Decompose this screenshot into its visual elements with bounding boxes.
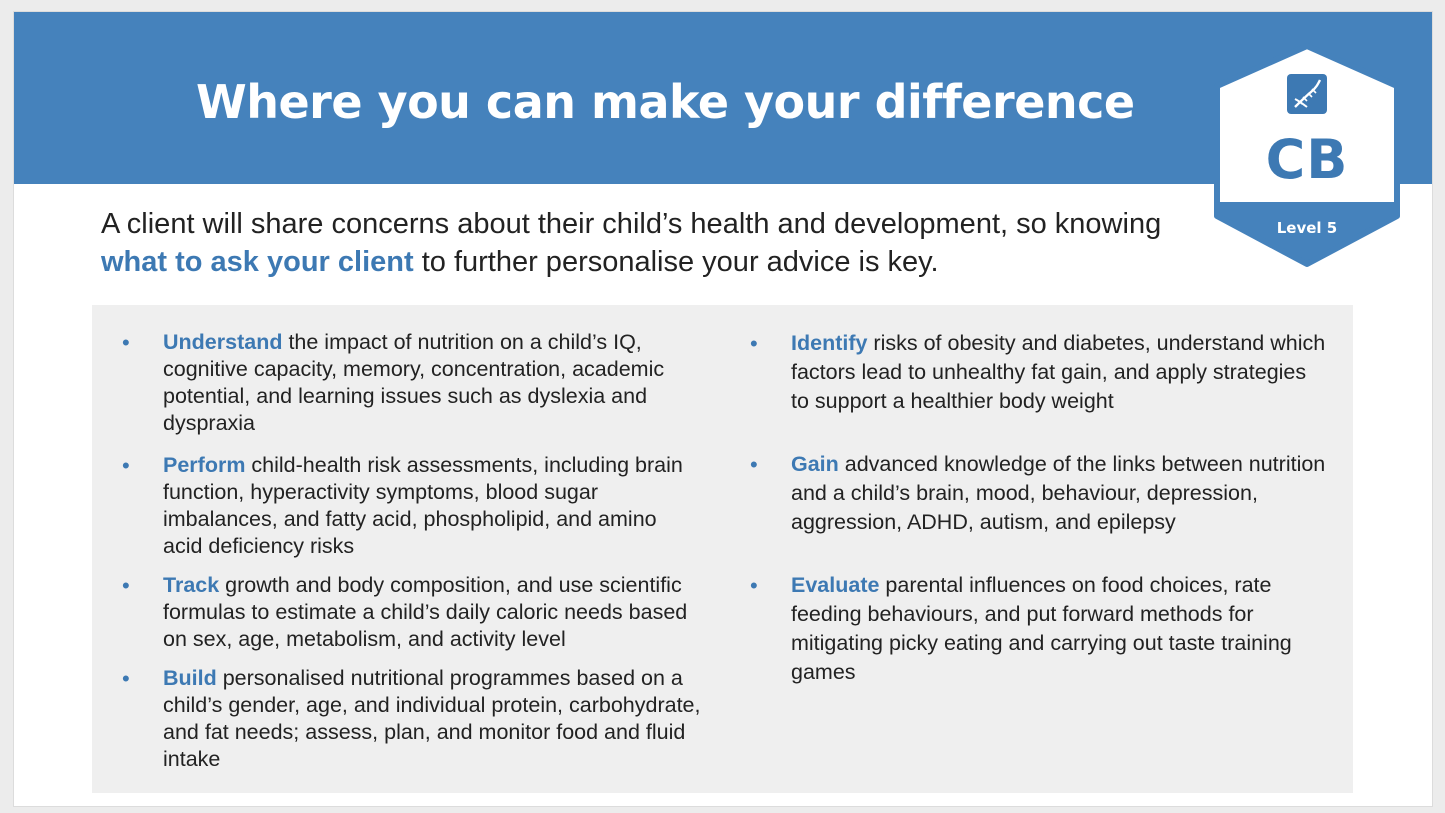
item-text: personalised nutritional programmes based on a child’s gender, age, and individual protein, carbohydrate, and fat needs; assess, plan, and monitor food and fluid intake <box>163 666 701 771</box>
slide <box>13 11 1433 807</box>
item-text: risks of obesity and diabetes, understand which factors lead to unhealthy fat gain, and apply strategies to support a healthier body weight <box>791 331 1326 413</box>
item-text: child-health risk assessments, including brain function, hyperactivity symptoms, blood sugar imbalances, and fatty acid, phospholipid, and amino acid deficiency risks <box>163 453 683 558</box>
bullet-icon: • <box>122 330 130 355</box>
bullet-icon: • <box>750 573 758 598</box>
bullet-list-right <box>750 329 1330 721</box>
badge-code: CB <box>1265 128 1349 191</box>
list-item <box>750 329 1330 416</box>
intro-after: to further personalise your advice is key. <box>413 246 939 278</box>
badge-level: Level 5 <box>1276 219 1338 237</box>
bullet-icon: • <box>122 573 130 598</box>
item-keyword: Understand <box>163 330 283 354</box>
bullet-icon: • <box>750 331 758 356</box>
list-item <box>122 665 702 773</box>
bullets-panel <box>92 305 1353 793</box>
intro-highlight: what to ask your client <box>101 246 414 278</box>
list-item <box>750 571 1330 687</box>
list-item <box>122 329 702 437</box>
intro-text <box>101 205 1191 281</box>
item-text: the impact of nutrition on a child’s IQ, cognitive capacity, memory, concentration, academic potential, and learning issues such as dyslexia and dyspraxia <box>163 330 665 435</box>
list-item <box>750 450 1330 537</box>
item-keyword: Perform <box>163 453 246 477</box>
item-keyword: Identify <box>791 331 868 355</box>
bullet-icon: • <box>750 452 758 477</box>
intro-before: A client will share concerns about their child’s health and development, so knowing <box>101 208 1162 240</box>
item-text: growth and body composition, and use scientific formulas to estimate a child’s daily caloric needs based on sex, age, metabolism, and activity level <box>163 573 688 651</box>
bullet-icon: • <box>122 666 130 691</box>
item-keyword: Track <box>163 573 220 597</box>
page-title: Where you can make your difference <box>196 75 1135 129</box>
bullet-icon: • <box>122 453 130 478</box>
item-keyword: Build <box>163 666 217 690</box>
bullet-list-left <box>122 329 702 788</box>
level-badge <box>1209 42 1405 268</box>
dna-icon <box>1287 74 1327 114</box>
item-keyword: Gain <box>791 452 839 476</box>
item-text: parental influences on food choices, rate feeding behaviours, and put forward methods for mitigating picky eating and carrying out taste training games <box>791 573 1292 684</box>
list-item <box>122 572 702 653</box>
list-item <box>122 452 702 560</box>
item-keyword: Evaluate <box>791 573 880 597</box>
item-text: advanced knowledge of the links between nutrition and a child’s brain, mood, behaviour, depression, aggression, ADHD, autism, and epilepsy <box>791 452 1326 534</box>
